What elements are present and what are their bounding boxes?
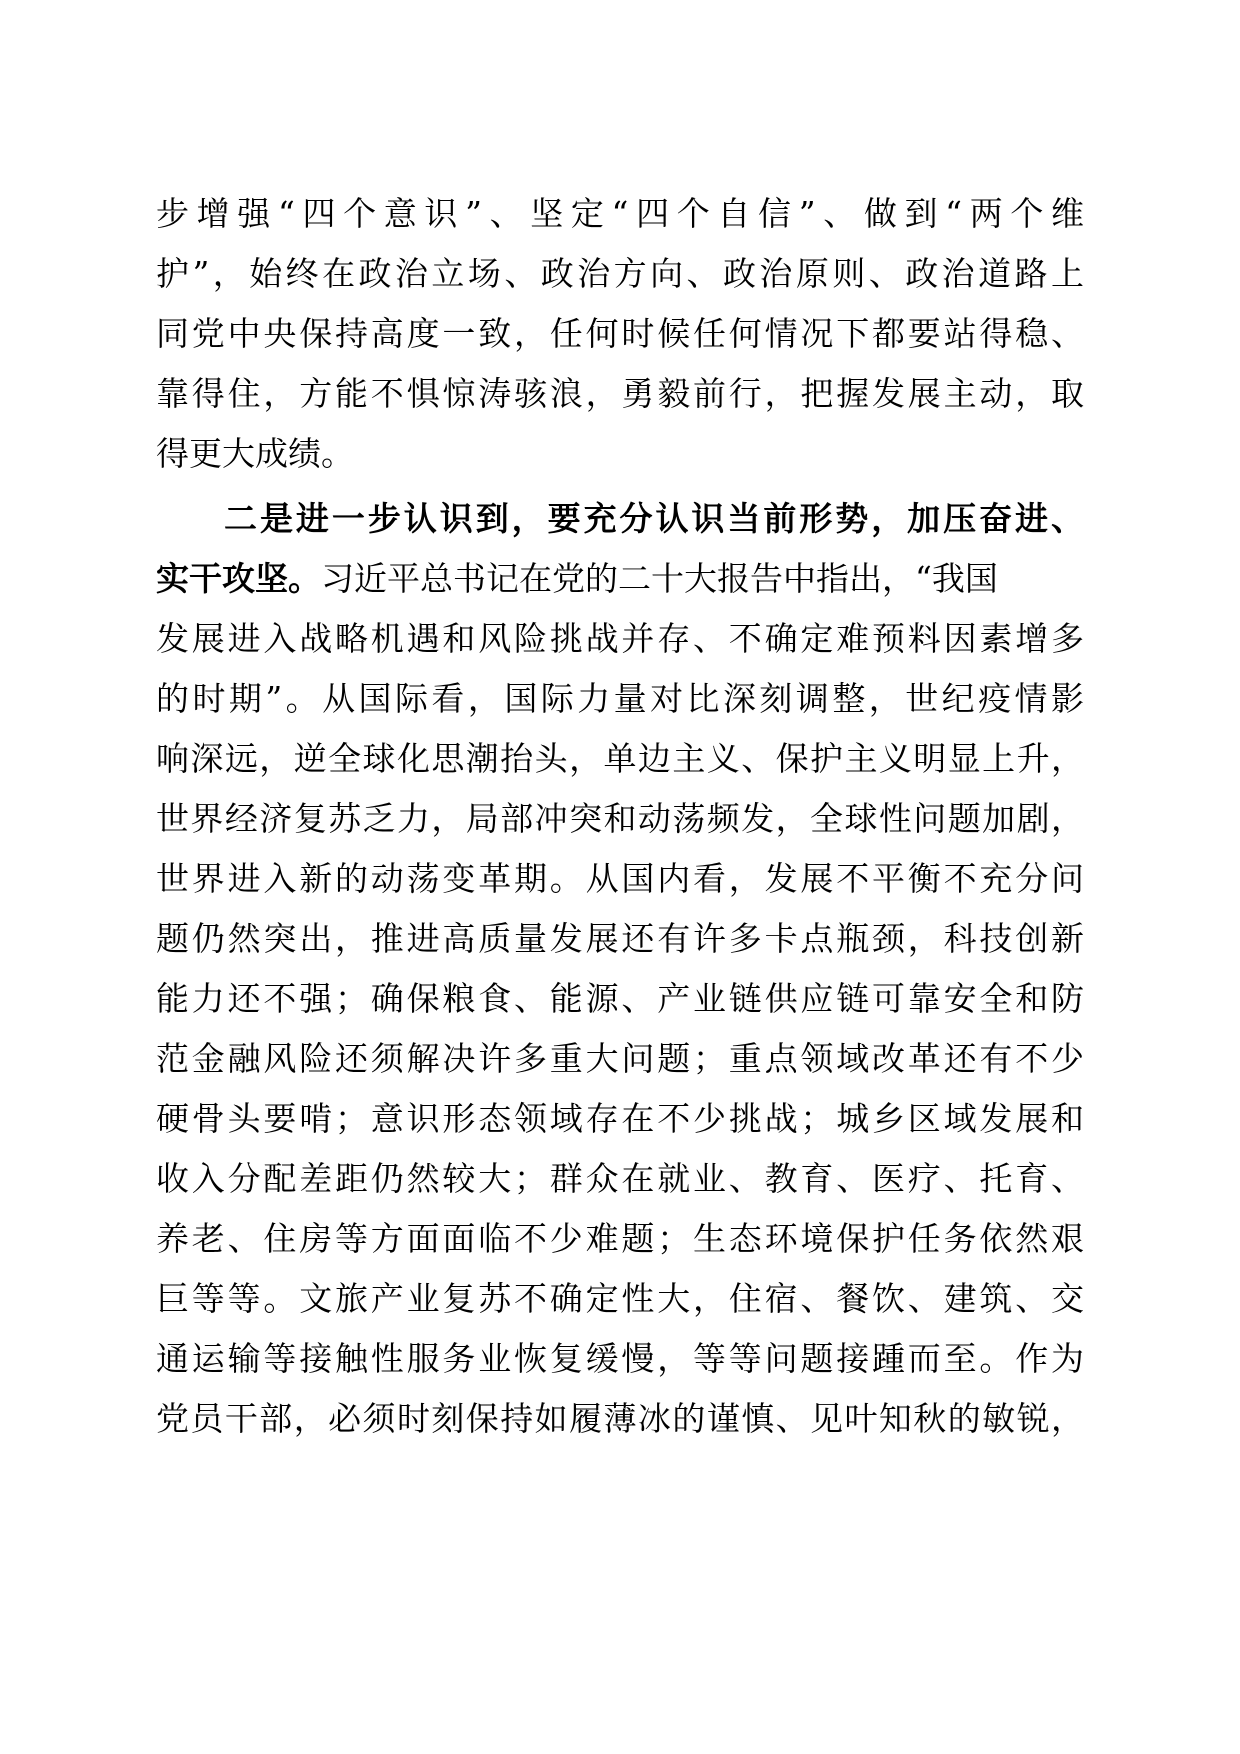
text-line: 步增强“四个意识”、坚定“四个自信”、做到“两个维 [156, 194, 1084, 233]
text-line: 发展进入战略机遇和风险挑战并存、不确定难预料因素增多 [156, 619, 1084, 658]
text-line: 同党中央保持高度一致，任何时候任何情况下都要站得稳、 [156, 314, 1084, 353]
section-body-start: 习近平总书记在党的二十大报告中指出，“我国 [321, 559, 998, 598]
text-line: 世界经济复苏乏力，局部冲突和动荡频发，全球性问题加剧， [156, 799, 1084, 838]
text-line: 巨等等。文旅产业复苏不确定性大，住宿、餐饮、建筑、交 [156, 1279, 1084, 1318]
text-line: 硬骨头要啃；意识形态领域存在不少挑战；城乡区域发展和 [156, 1099, 1084, 1138]
text-line: 收入分配差距仍然较大；群众在就业、教育、医疗、托育、 [156, 1159, 1084, 1198]
text-line: 的时期”。从国际看，国际力量对比深刻调整，世纪疫情影 [156, 679, 1084, 718]
text-line: 党员干部，必须时刻保持如履薄冰的谨慎、见叶知秋的敏锐， [156, 1399, 1084, 1438]
text-line: 通运输等接触性服务业恢复缓慢，等等问题接踵而至。作为 [156, 1339, 1084, 1378]
text-line: 护”，始终在政治立场、政治方向、政治原则、政治道路上 [156, 254, 1084, 293]
text-line: 世界进入新的动荡变革期。从国内看，发展不平衡不充分问 [156, 859, 1084, 898]
section-heading-end: 实干攻坚。 [156, 559, 321, 598]
text-line: 响深远，逆全球化思潮抬头，单边主义、保护主义明显上升， [156, 739, 1084, 778]
mixed-line [156, 549, 1084, 609]
text-line: 得更大成绩。 [156, 434, 354, 473]
text-line: 范金融风险还须解决许多重大问题；重点领域改革还有不少 [156, 1039, 1084, 1078]
text-line: 题仍然突出，推进高质量发展还有许多卡点瓶颈，科技创新 [156, 919, 1084, 958]
text-line: 养老、住房等方面面临不少难题；生态环境保护任务依然艰 [156, 1219, 1084, 1258]
text-line: 能力还不强；确保粮食、能源、产业链供应链可靠安全和防 [156, 979, 1084, 1018]
text-line: 靠得住，方能不惧惊涛骇浪，勇毅前行，把握发展主动，取 [156, 374, 1084, 413]
section-heading-line: 二是进一步认识到，要充分认识当前形势，加压奋进、 [224, 499, 1084, 538]
